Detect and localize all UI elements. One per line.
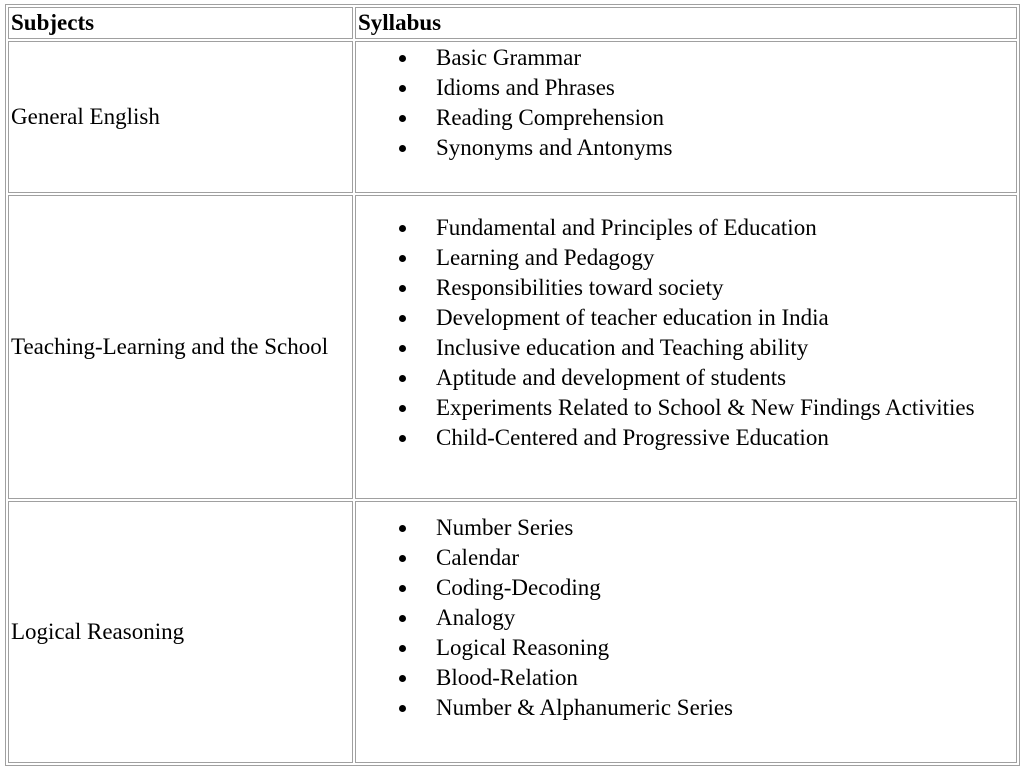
list-item: Child-Centered and Progressive Education: [436, 423, 1014, 453]
table-row: [8, 195, 1017, 499]
list-item: Idioms and Phrases: [436, 73, 1014, 103]
syllabus-cell: [355, 41, 1017, 193]
subject-cell: Teaching-Learning and the School: [8, 195, 353, 499]
table-row: [8, 41, 1017, 193]
syllabus-table: [5, 4, 1020, 766]
syllabus-cell: [355, 195, 1017, 499]
list-item: Analogy: [436, 603, 1014, 633]
list-item: Basic Grammar: [436, 43, 1014, 73]
list-item: Reading Comprehension: [436, 103, 1014, 133]
list-item: Experiments Related to School & New Findings Activities: [436, 393, 1014, 423]
subject-cell: General English: [8, 41, 353, 193]
list-item: Blood-Relation: [436, 663, 1014, 693]
list-item: Learning and Pedagogy: [436, 243, 1014, 273]
table-row: [8, 501, 1017, 763]
list-item: Inclusive education and Teaching ability: [436, 333, 1014, 363]
list-item: Number & Alphanumeric Series: [436, 693, 1014, 723]
subjects-header: Subjects: [8, 7, 353, 39]
syllabus-header: Syllabus: [355, 7, 1017, 39]
header-row: [8, 7, 1017, 39]
topic-list: [358, 213, 1014, 481]
topic-list: [358, 43, 1014, 191]
topic-list: [358, 513, 1014, 751]
list-item: Aptitude and development of students: [436, 363, 1014, 393]
list-item: Development of teacher education in India: [436, 303, 1014, 333]
list-item: Responsibilities toward society: [436, 273, 1014, 303]
subject-cell: Logical Reasoning: [8, 501, 353, 763]
list-item: Fundamental and Principles of Education: [436, 213, 1014, 243]
syllabus-cell: [355, 501, 1017, 763]
list-item: Coding-Decoding: [436, 573, 1014, 603]
list-item: Logical Reasoning: [436, 633, 1014, 663]
list-item: Synonyms and Antonyms: [436, 133, 1014, 163]
list-item: Number Series: [436, 513, 1014, 543]
list-item: Calendar: [436, 543, 1014, 573]
